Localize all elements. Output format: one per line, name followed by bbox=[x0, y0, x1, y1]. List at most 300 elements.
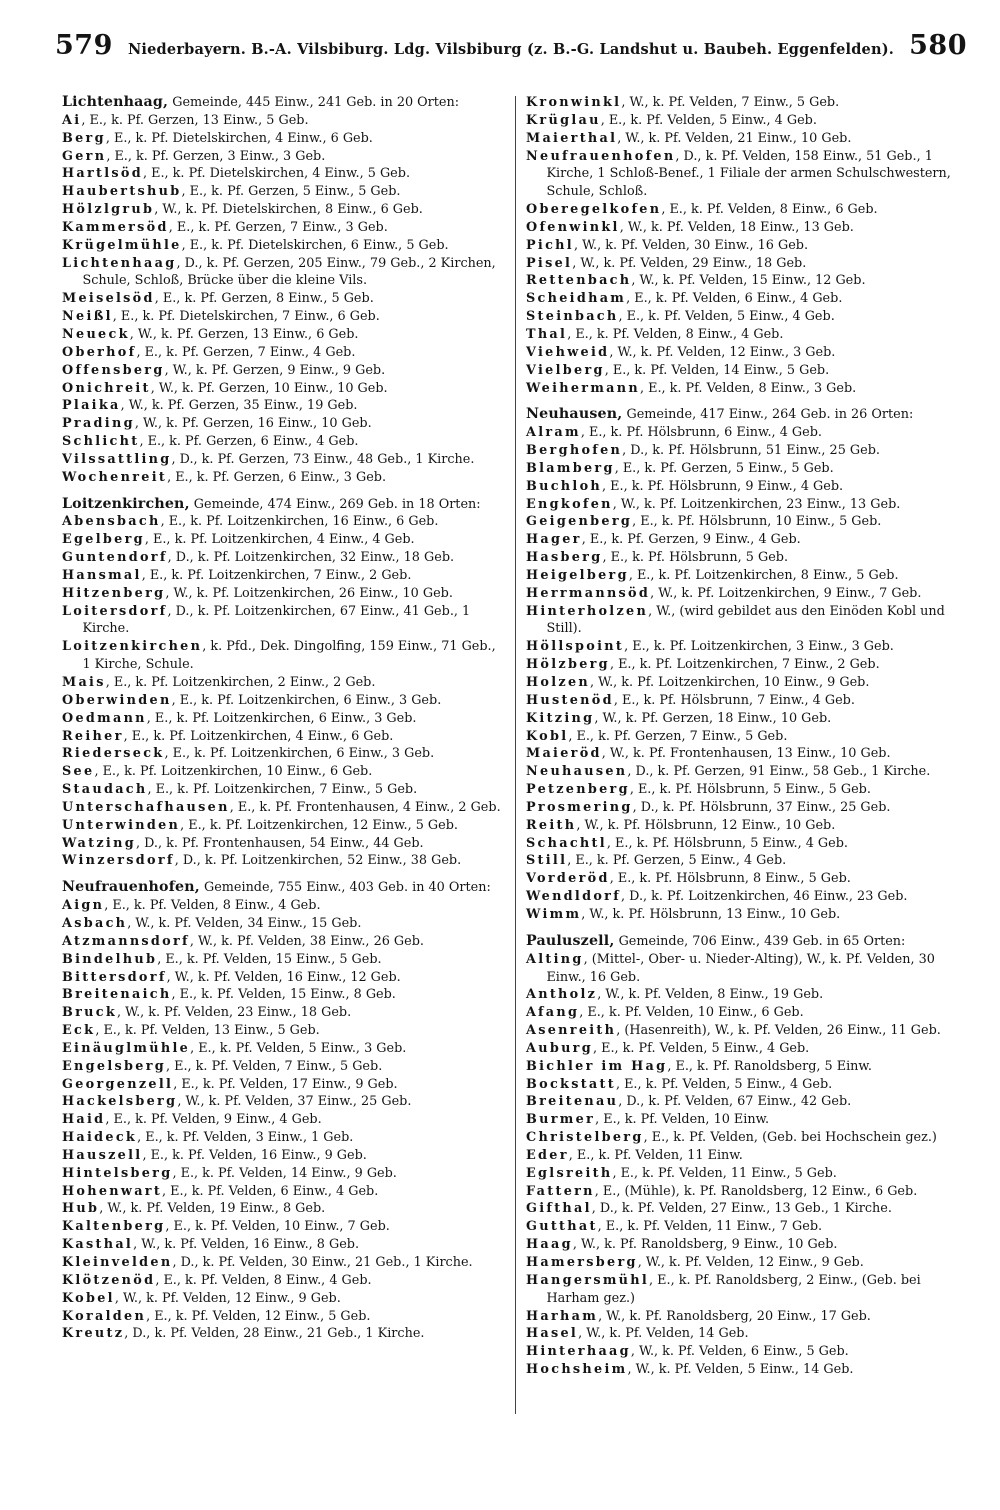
place-name: Guntendorf bbox=[62, 550, 168, 566]
place-details: , D., k. Pf. Hölsbrunn, 51 Einw., 25 Geb. bbox=[622, 443, 880, 459]
place-details: , W., k. Pf. Gerzen, 9 Einw., 9 Geb. bbox=[164, 362, 386, 378]
place-entry bbox=[526, 344, 971, 362]
place-details: , E., k. Pf. Gerzen, 5 Einw., 5 Geb. bbox=[181, 184, 401, 200]
place-details: , E., k. Pf. Velden, 11 Einw., 5 Geb. bbox=[612, 1165, 837, 1181]
place-name: Herrmannsöd bbox=[526, 585, 651, 601]
place-details: , E., k. Pf. Hölsbrunn, 6 Einw., 4 Geb. bbox=[580, 425, 822, 441]
place-name: Breitenau bbox=[526, 1094, 619, 1110]
place-entry bbox=[62, 183, 507, 201]
place-details: , E., k. Pf. Velden, 9 Einw., 4 Geb. bbox=[105, 1112, 322, 1128]
place-details: , D., k. Pf. Frontenhausen, 54 Einw., 44 Geb. bbox=[135, 835, 424, 851]
place-entry bbox=[62, 513, 507, 531]
place-name: Harham bbox=[526, 1308, 599, 1324]
place-entry bbox=[62, 549, 507, 567]
place-details: , E., k. Pf. Loitzenkirchen, 7 Einw., 5 Geb. bbox=[147, 782, 418, 798]
place-details: , E., k. Pf. Gerzen, 7 Einw., 3 Geb. bbox=[168, 219, 388, 235]
municipality-name: Lichtenhaag, bbox=[62, 94, 169, 110]
place-entry bbox=[526, 692, 971, 710]
place-entry bbox=[526, 906, 971, 924]
place-name: Neufrauenhofen bbox=[526, 148, 676, 164]
place-details: , E., k. Pf. Velden, 8 Einw., 6 Geb. bbox=[661, 202, 878, 218]
place-entry bbox=[526, 656, 971, 674]
place-details: , W., k. Pf. Velden, 16 Einw., 8 Geb. bbox=[133, 1237, 360, 1253]
place-name: Watzing bbox=[62, 835, 136, 851]
place-details: , W., (wird gebildet aus den Einöden Kobl und Still). bbox=[546, 603, 945, 637]
place-name: Einäuglmühle bbox=[62, 1040, 191, 1056]
place-name: Georgenzell bbox=[62, 1076, 174, 1092]
place-entry bbox=[526, 1147, 971, 1165]
place-details: , E., k. Pf. Velden, 11 Einw. bbox=[568, 1147, 743, 1163]
place-entry bbox=[526, 710, 971, 728]
place-entry bbox=[526, 1129, 971, 1147]
right-column bbox=[526, 94, 971, 1379]
place-name: Unterwinden bbox=[62, 817, 181, 833]
page-number-right: 580 bbox=[909, 30, 967, 61]
place-details: , E., k. Pf. Gerzen, 8 Einw., 5 Geb. bbox=[154, 291, 374, 307]
place-details: , W., k. Pf. Velden, 21 Einw., 10 Geb. bbox=[617, 130, 852, 146]
place-entry bbox=[526, 603, 971, 639]
place-entry bbox=[526, 1058, 971, 1076]
place-details: , D., k. Pf. Loitzenkirchen, 52 Einw., 38 Geb. bbox=[174, 853, 462, 869]
place-name: Wochenreit bbox=[62, 469, 168, 485]
place-name: Hub bbox=[62, 1201, 100, 1217]
place-name: Weihermann bbox=[526, 380, 640, 396]
place-entry bbox=[62, 531, 507, 549]
place-name: Eglsreith bbox=[526, 1165, 613, 1181]
place-entry bbox=[62, 692, 507, 710]
place-name: Höllspoint bbox=[526, 639, 625, 655]
municipality-info: Gemeinde, 417 Einw., 264 Geb. in 26 Orten: bbox=[622, 407, 914, 423]
place-details: , E., k. Pf. Velden, 17 Einw., 9 Geb. bbox=[173, 1076, 398, 1092]
place-name: Berg bbox=[62, 130, 106, 146]
entry-list bbox=[62, 112, 507, 487]
place-entry bbox=[526, 219, 971, 237]
place-entry bbox=[62, 237, 507, 255]
place-details: , W., k. Pf. Gerzen, 10 Einw., 10 Geb. bbox=[150, 380, 388, 396]
place-details: , E., k. Pf. Velden, 10 Einw. bbox=[595, 1112, 770, 1128]
place-details: , E., k. Pf. Loitzenkirchen, 7 Einw., 2 Geb. bbox=[609, 657, 880, 673]
place-entry bbox=[62, 1111, 507, 1129]
place-details: , E., k. Pf. Velden, 13 Einw., 5 Geb. bbox=[95, 1023, 320, 1039]
place-name: Hinterholzen bbox=[526, 603, 649, 619]
place-details: , D., k. Pf. Loitzenkirchen, 46 Einw., 23 Geb. bbox=[621, 889, 908, 905]
place-details: , E., k. Pf. Loitzenkirchen, 16 Einw., 6 Geb. bbox=[160, 514, 439, 530]
place-entry bbox=[62, 1325, 507, 1343]
place-entry bbox=[62, 219, 507, 237]
place-details: , E., k. Pf. Hölsbrunn, 5 Geb. bbox=[602, 550, 789, 566]
place-details: , W., k. Pf. Loitzenkirchen, 26 Einw., 10 Geb. bbox=[165, 585, 453, 601]
place-entry bbox=[62, 745, 507, 763]
place-details: , D., k. Pf. Velden, 27 Einw., 13 Geb., 1 Kirche. bbox=[591, 1201, 892, 1217]
place-name: Schlicht bbox=[62, 434, 140, 450]
place-details: , E., k. Pf. Velden, 5 Einw., 4 Geb. bbox=[600, 112, 817, 128]
place-entry bbox=[62, 951, 507, 969]
place-name: Scheidham bbox=[526, 291, 627, 307]
place-details: , E., k. Pf. Velden, 3 Einw., 1 Geb. bbox=[137, 1130, 354, 1146]
place-name: Bichler im Hag bbox=[526, 1058, 668, 1074]
place-entry bbox=[526, 290, 971, 308]
municipality-info: Gemeinde, 474 Einw., 269 Geb. in 18 Orten: bbox=[189, 496, 481, 512]
place-entry bbox=[62, 567, 507, 585]
place-name: Kasthal bbox=[62, 1237, 134, 1253]
place-details: , (Hasenreith), W., k. Pf. Velden, 26 Einw., 11 Geb. bbox=[616, 1023, 941, 1039]
place-entry bbox=[526, 148, 971, 202]
place-entry bbox=[62, 799, 507, 817]
place-name: Vilssattling bbox=[62, 451, 172, 467]
municipality-section-lichtenhaag bbox=[62, 94, 507, 487]
place-name: Alting bbox=[526, 951, 584, 967]
place-name: Still bbox=[526, 853, 568, 869]
place-entry bbox=[62, 915, 507, 933]
place-name: Haideck bbox=[62, 1130, 138, 1146]
place-entry bbox=[526, 255, 971, 273]
place-name: Abensbach bbox=[62, 514, 161, 530]
municipality-section-neuhausen bbox=[526, 406, 971, 923]
place-name: Eck bbox=[62, 1023, 96, 1039]
place-name: Atzmannsdorf bbox=[62, 933, 190, 949]
place-name: Gern bbox=[62, 148, 107, 164]
place-entry bbox=[526, 1076, 971, 1094]
place-entry bbox=[62, 1272, 507, 1290]
place-name: Vorderöd bbox=[526, 871, 610, 887]
place-name: Oberwinden bbox=[62, 692, 172, 708]
place-name: Eder bbox=[526, 1147, 569, 1163]
place-details: , E., k. Pf. Gerzen, 5 Einw., 4 Geb. bbox=[567, 853, 787, 869]
place-entry bbox=[526, 460, 971, 478]
entry-list bbox=[526, 424, 971, 924]
municipality-section-pauluszell bbox=[526, 933, 971, 1379]
place-name: Ofenwinkl bbox=[526, 219, 620, 235]
place-name: Breitenaich bbox=[62, 987, 172, 1003]
place-details: , W., k. Pf. Velden, 12 Einw., 3 Geb. bbox=[609, 344, 836, 360]
place-entry bbox=[526, 585, 971, 603]
place-details: , E., k. Pf. Gerzen, 5 Einw., 5 Geb. bbox=[614, 460, 834, 476]
municipality-section-loitzenkirchen bbox=[62, 496, 507, 871]
place-name: Blamberg bbox=[526, 460, 615, 476]
place-entry bbox=[526, 272, 971, 290]
place-details: , E., k. Pf. Gerzen, 6 Einw., 3 Geb. bbox=[167, 469, 387, 485]
place-entry bbox=[62, 469, 507, 487]
place-name: Haid bbox=[62, 1112, 106, 1128]
place-details: , E., k. Pf. Velden, 5 Einw., 4 Geb. bbox=[618, 309, 835, 325]
place-name: Hintelsberg bbox=[62, 1165, 173, 1181]
place-name: Maieröd bbox=[526, 746, 602, 762]
place-details: , E., k. Pf. Velden, 5 Einw., 4 Geb. bbox=[592, 1040, 810, 1056]
place-details: , W., k. Pf. Velden, 23 Einw., 18 Geb. bbox=[117, 1005, 352, 1021]
page-number-left: 579 bbox=[55, 30, 113, 61]
place-name: Bindelhub bbox=[62, 951, 158, 967]
place-name: Klötzenöd bbox=[62, 1272, 156, 1288]
place-entry bbox=[62, 1200, 507, 1218]
place-entry bbox=[62, 728, 507, 746]
place-entry bbox=[62, 1129, 507, 1147]
municipality-section-neufrauenhofen-continued bbox=[526, 94, 971, 397]
place-name: Kleinvelden bbox=[62, 1255, 173, 1270]
place-details: , E., k. Pf. Gerzen, 3 Einw., 3 Geb. bbox=[106, 148, 326, 164]
place-entry bbox=[62, 781, 507, 799]
place-entry bbox=[62, 362, 507, 380]
place-name: Engelsberg bbox=[62, 1058, 166, 1074]
municipality-name: Neufrauenhofen, bbox=[62, 879, 200, 896]
place-name: Ai bbox=[62, 112, 82, 128]
place-entry bbox=[62, 201, 507, 219]
municipality-heading bbox=[526, 933, 971, 951]
place-entry bbox=[62, 433, 507, 451]
place-name: Schachtl bbox=[526, 835, 607, 851]
place-details: , E., k. Pf. Velden, 7 Einw., 5 Geb. bbox=[166, 1058, 383, 1074]
place-name: Holzen bbox=[526, 675, 591, 690]
page-header bbox=[55, 30, 967, 70]
place-details: , W., k. Pf. Ranoldsberg, 9 Einw., 10 Geb. bbox=[572, 1237, 838, 1253]
place-details: , W., k. Pf. Gerzen, 18 Einw., 10 Geb. bbox=[594, 710, 832, 726]
place-entry bbox=[62, 1290, 507, 1308]
place-name: Hauszell bbox=[62, 1147, 143, 1163]
place-entry bbox=[62, 986, 507, 1004]
entry-list bbox=[62, 513, 507, 870]
place-entry bbox=[62, 112, 507, 130]
place-name: Neißl bbox=[62, 309, 113, 325]
place-details: , E., k. Pf. Velden, 15 Einw., 8 Geb. bbox=[171, 987, 396, 1003]
place-name: Offensberg bbox=[62, 362, 165, 378]
place-name: Petzenberg bbox=[526, 782, 630, 798]
place-entry bbox=[526, 1272, 971, 1308]
place-entry bbox=[526, 763, 971, 781]
place-details: , E., k. Pf. Hölsbrunn, 8 Einw., 5 Geb. bbox=[609, 871, 851, 887]
place-entry bbox=[62, 1004, 507, 1022]
place-name: Koralden bbox=[62, 1308, 147, 1324]
place-entry bbox=[62, 1093, 507, 1111]
place-name: Unterschafhausen bbox=[62, 799, 230, 815]
place-details: , E., k. Pf. Gerzen, 7 Einw., 5 Geb. bbox=[568, 728, 788, 744]
place-details: , W., k. Pf. Velden, 16 Einw., 12 Geb. bbox=[166, 969, 401, 985]
page-running-title: Niederbayern. B.-A. Vilsbiburg. Ldg. Vilsbiburg (z. B.-G. Landshut u. Baubeh. Eggenfelden). bbox=[127, 41, 895, 58]
place-entry bbox=[526, 478, 971, 496]
place-entry bbox=[526, 986, 971, 1004]
place-entry bbox=[62, 344, 507, 362]
place-entry bbox=[526, 1022, 971, 1040]
place-details: , D., k. Pf. Velden, 158 Einw., 51 Geb., 1 Kirche, 1 Schloß-Benef., 1 Filiale der armen Schulschwestern, Schule, Schloß. bbox=[546, 148, 951, 200]
municipality-heading bbox=[62, 879, 507, 897]
place-name: Bittersdorf bbox=[62, 969, 167, 985]
place-name: Reiher bbox=[62, 728, 124, 744]
place-details: , W., k. Pf. Velden, 5 Einw., 14 Geb. bbox=[627, 1362, 854, 1378]
place-name: Kaltenberg bbox=[62, 1219, 166, 1235]
place-entry bbox=[62, 1183, 507, 1201]
place-entry bbox=[62, 933, 507, 951]
place-details: , W., k. Pf. Velden, 19 Einw., 8 Geb. bbox=[99, 1201, 326, 1217]
place-details: , E., k. Pf. Velden, 12 Einw., 5 Geb. bbox=[146, 1308, 371, 1324]
place-name: Hochsheim bbox=[526, 1362, 628, 1378]
place-entry bbox=[526, 130, 971, 148]
place-entry bbox=[62, 415, 507, 433]
place-name: Burmer bbox=[526, 1112, 596, 1128]
place-entry bbox=[62, 1076, 507, 1094]
place-name: Wimm bbox=[526, 906, 582, 922]
place-name: Pisel bbox=[526, 255, 573, 271]
place-entry bbox=[62, 1147, 507, 1165]
place-entry bbox=[62, 603, 507, 639]
place-name: Antholz bbox=[526, 987, 598, 1003]
place-entry bbox=[526, 1093, 971, 1111]
place-entry bbox=[62, 897, 507, 915]
place-details: , E., k. Pf. Hölsbrunn, 5 Einw., 4 Geb. bbox=[606, 835, 848, 851]
place-entry bbox=[526, 1254, 971, 1272]
place-entry bbox=[62, 1165, 507, 1183]
place-details: , W., k. Pf. Gerzen, 13 Einw., 6 Geb. bbox=[129, 326, 359, 342]
place-entry bbox=[526, 1111, 971, 1129]
place-name: Oedmann bbox=[62, 710, 147, 726]
place-details: , E., k. Pf. Velden, 8 Einw., 4 Geb. bbox=[567, 326, 784, 342]
place-entry bbox=[526, 870, 971, 888]
place-entry bbox=[526, 674, 971, 692]
place-entry bbox=[62, 130, 507, 148]
place-details: , D., k. Pf. Loitzenkirchen, 67 Einw., 41 Geb., 1 Kirche. bbox=[82, 603, 471, 637]
place-entry bbox=[526, 1165, 971, 1183]
place-entry bbox=[526, 638, 971, 656]
municipality-section-neufrauenhofen bbox=[62, 879, 507, 1343]
place-entry bbox=[526, 1183, 971, 1201]
place-entry bbox=[62, 1058, 507, 1076]
place-name: Riederseck bbox=[62, 746, 165, 762]
place-entry bbox=[62, 165, 507, 183]
place-entry bbox=[62, 1040, 507, 1058]
place-details: , W., k. Pf. Velden, 8 Einw., 19 Geb. bbox=[597, 987, 824, 1003]
place-details: , E., k. Pf. Loitzenkirchen, 6 Einw., 3 Geb. bbox=[171, 692, 442, 708]
place-name: Hasberg bbox=[526, 550, 603, 566]
place-entry bbox=[526, 567, 971, 585]
place-name: Haubertshub bbox=[62, 184, 182, 200]
place-name: Engkofen bbox=[526, 496, 613, 512]
municipality-name: Loitzenkirchen, bbox=[62, 495, 190, 512]
place-entry bbox=[62, 674, 507, 692]
place-details: , E., k. Pf. Hölsbrunn, 10 Einw., 5 Geb. bbox=[632, 514, 882, 530]
place-name: Reith bbox=[526, 817, 577, 833]
place-details: , E., k. Pf. Dietelskirchen, 4 Einw., 5 Geb. bbox=[143, 166, 411, 182]
place-details: , E., k. Pf. Loitzenkirchen, 2 Einw., 2 Geb. bbox=[105, 675, 376, 690]
place-name: Viehweid bbox=[526, 344, 610, 360]
place-details: , W., k. Pf. Gerzen, 35 Einw., 19 Geb. bbox=[120, 398, 358, 414]
place-details: , W., k. Pf. Velden, 18 Einw., 13 Geb. bbox=[619, 219, 854, 235]
place-entry bbox=[62, 255, 507, 291]
place-name: Gifthal bbox=[526, 1201, 592, 1217]
place-name: Plaika bbox=[62, 398, 121, 414]
place-details: , E., k. Pf. Gerzen, 6 Einw., 4 Geb. bbox=[139, 434, 359, 450]
place-name: Kammersöd bbox=[62, 219, 169, 235]
place-name: Kronwinkl bbox=[526, 95, 622, 110]
place-details: , E., k. Pf. Ranoldsberg, 2 Einw., (Geb. bei Harham gez.) bbox=[546, 1272, 921, 1306]
place-entry bbox=[62, 397, 507, 415]
place-details: , E., k. Pf. Velden, 6 Einw., 4 Geb. bbox=[626, 291, 843, 307]
place-entry bbox=[526, 1004, 971, 1022]
place-details: , E., k. Pf. Dietelskirchen, 6 Einw., 5 Geb. bbox=[181, 237, 449, 253]
place-details: , D., k. Pf. Gerzen, 205 Einw., 79 Geb., 2 Kirchen, Schule, Schloß, Brücke über die kleine Vils. bbox=[82, 255, 496, 289]
municipality-name: Pauluszell, bbox=[526, 932, 615, 949]
place-entry bbox=[526, 888, 971, 906]
place-entry bbox=[62, 710, 507, 728]
place-entry bbox=[62, 969, 507, 987]
place-details: , E., k. Pf. Loitzenkirchen, 4 Einw., 6 Geb. bbox=[123, 728, 394, 744]
place-entry bbox=[526, 424, 971, 442]
place-name: Prading bbox=[62, 416, 135, 432]
place-name: Hustenöd bbox=[526, 692, 614, 708]
place-name: Mais bbox=[62, 675, 106, 690]
place-entry bbox=[62, 817, 507, 835]
place-entry bbox=[62, 763, 507, 781]
place-name: Hansmal bbox=[62, 567, 142, 583]
place-details: , E., k. Pf. Velden, 11 Einw., 7 Geb. bbox=[597, 1219, 823, 1235]
place-entry bbox=[62, 451, 507, 469]
place-details: , D., k. Pf. Hölsbrunn, 37 Einw., 25 Geb. bbox=[632, 799, 891, 815]
place-name: Buchloh bbox=[526, 478, 603, 494]
place-name: Wendldorf bbox=[526, 889, 622, 905]
place-details: , E., k. Pf. Loitzenkirchen, 4 Einw., 4 Geb. bbox=[144, 532, 415, 548]
place-details: , E., k. Pf. Velden, 8 Einw., 4 Geb. bbox=[104, 898, 321, 914]
place-details: , E., k. Pf. Frontenhausen, 4 Einw., 2 Geb. bbox=[229, 799, 501, 815]
place-entry bbox=[526, 531, 971, 549]
place-details: , E., k. Pf. Velden, 5 Einw., 4 Geb. bbox=[615, 1076, 833, 1092]
place-details: , E., k. Pf. Gerzen, 9 Einw., 4 Geb. bbox=[581, 532, 801, 548]
place-entry bbox=[526, 1200, 971, 1218]
place-entry bbox=[526, 745, 971, 763]
place-details: , W., k. Pf. Velden, 34 Einw., 15 Geb. bbox=[127, 915, 362, 931]
place-details: , E., k. Pf. Hölsbrunn, 9 Einw., 4 Geb. bbox=[602, 478, 844, 494]
place-details: , W., k. Pf. Velden, 12 Einw., 9 Geb. bbox=[637, 1255, 864, 1270]
place-entry bbox=[526, 362, 971, 380]
place-details: , E., k. Pf. Velden, 16 Einw., 9 Geb. bbox=[142, 1147, 367, 1163]
place-details: , W., k. Pf. Gerzen, 16 Einw., 10 Geb. bbox=[134, 416, 372, 432]
place-name: Asenreith bbox=[526, 1023, 617, 1039]
place-name: Hager bbox=[526, 532, 582, 548]
place-entry bbox=[526, 1308, 971, 1326]
place-details: , W., k. Pf. Dietelskirchen, 8 Einw., 6 Geb. bbox=[154, 202, 423, 218]
place-details: , W., k. Pf. Velden, 12 Einw., 9 Geb. bbox=[114, 1290, 341, 1306]
place-details: , W., k. Pf. Loitzenkirchen, 23 Einw., 13 Geb. bbox=[612, 496, 901, 512]
place-name: Hölzberg bbox=[526, 657, 610, 673]
place-details: , E., k. Pf. Dietelskirchen, 7 Einw., 6 Geb. bbox=[112, 309, 380, 325]
place-entry bbox=[62, 1236, 507, 1254]
place-entry bbox=[526, 951, 971, 987]
place-name: Aign bbox=[62, 898, 105, 914]
municipality-heading bbox=[62, 94, 507, 112]
place-entry bbox=[526, 852, 971, 870]
place-details: , E., k. Pf. Loitzenkirchen, 8 Einw., 5 Geb. bbox=[628, 567, 899, 583]
place-details: , E., k. Pf. Loitzenkirchen, 6 Einw., 3 Geb. bbox=[146, 710, 417, 726]
place-details: , E., k. Pf. Hölsbrunn, 7 Einw., 4 Geb. bbox=[613, 692, 855, 708]
place-details: , W., k. Pf. Velden, 14 Geb. bbox=[578, 1326, 749, 1342]
place-name: Berghofen bbox=[526, 443, 623, 459]
place-entry bbox=[62, 1308, 507, 1326]
place-entry bbox=[526, 442, 971, 460]
place-details: , E., k. Pf. Velden, 8 Einw., 4 Geb. bbox=[155, 1272, 372, 1288]
place-name: Rettenbach bbox=[526, 273, 632, 289]
place-entry bbox=[526, 817, 971, 835]
place-details: , E., k. Pf. Gerzen, 7 Einw., 4 Geb. bbox=[136, 344, 356, 360]
place-name: Meiselsöd bbox=[62, 291, 155, 307]
place-details: , W., k. Pf. Velden, 37 Einw., 25 Geb. bbox=[177, 1094, 412, 1110]
entry-list bbox=[526, 951, 971, 1379]
place-name: See bbox=[62, 764, 95, 780]
place-entry bbox=[526, 380, 971, 398]
place-name: Hasel bbox=[526, 1326, 579, 1342]
place-entry bbox=[526, 549, 971, 567]
place-name: Neueck bbox=[62, 326, 130, 342]
place-name: Afang bbox=[526, 1005, 580, 1021]
municipality-name: Neuhausen, bbox=[526, 406, 623, 423]
place-details: , W., k. Pf. Hölsbrunn, 13 Einw., 10 Geb. bbox=[581, 906, 841, 922]
place-details: , E., k. Pf. Loitzenkirchen, 10 Einw., 6 Geb. bbox=[94, 764, 373, 780]
place-details: , W., k. Pf. Frontenhausen, 13 Einw., 10 Geb. bbox=[601, 746, 891, 762]
place-entry bbox=[526, 1040, 971, 1058]
